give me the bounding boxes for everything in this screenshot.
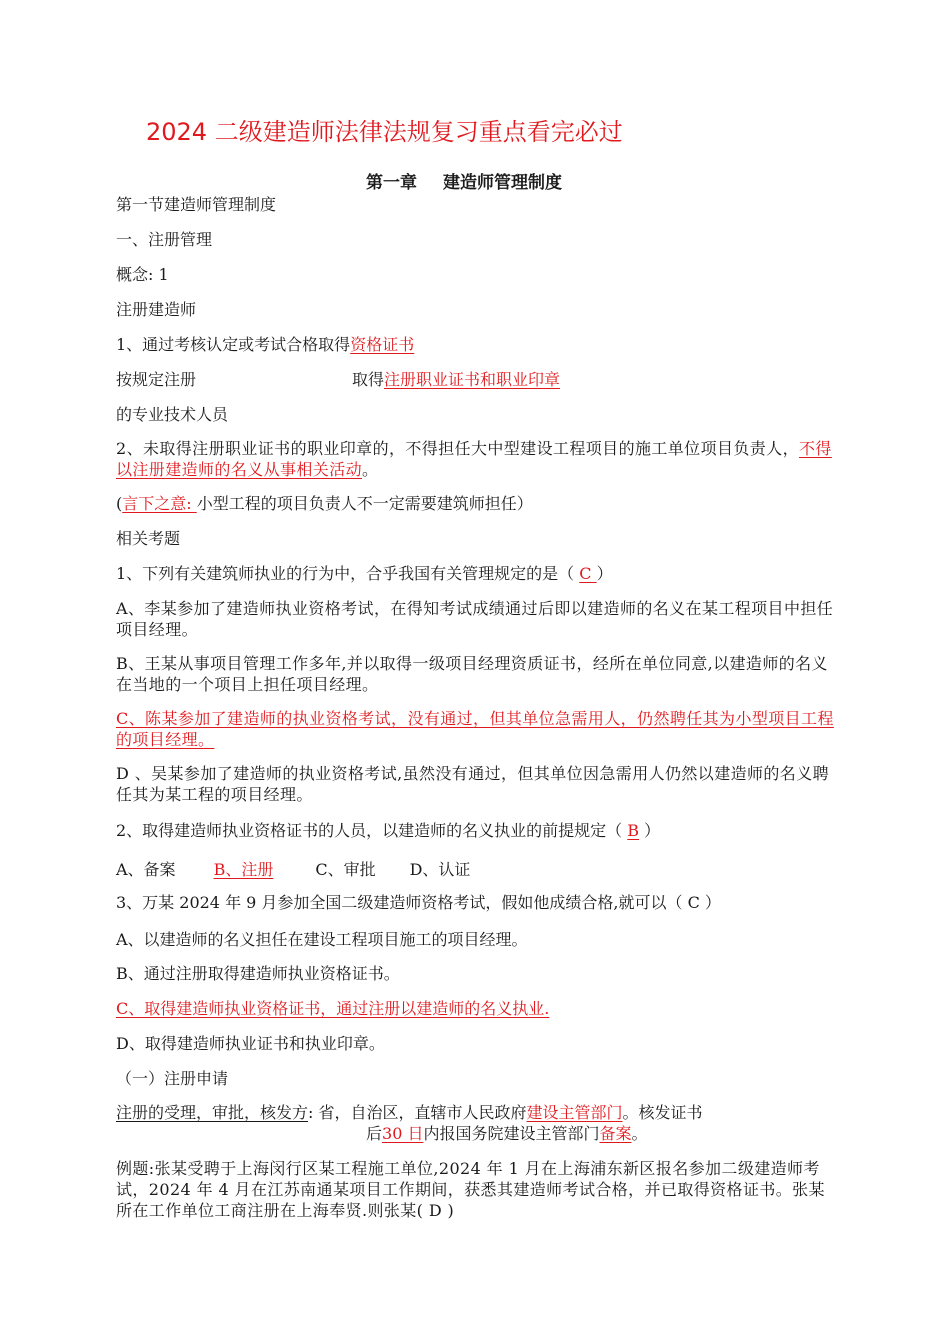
rule-right-text: 取得 (352, 370, 385, 389)
subsection-heading: 一、注册管理 (116, 230, 213, 249)
registered-builder-line: 注册建造师 (116, 300, 197, 319)
q1-option-a: A、李某参加了建造师执业资格考试，在得知考试成绩通过后即以建造师的名义在某工程项目中担任项目经理。 (116, 599, 834, 639)
q1-answer: C (579, 564, 597, 583)
implication-highlight: 言下之意: (122, 494, 197, 513)
chapter-number: 第一章 (366, 173, 417, 193)
q2-option-d: D、认证 (409, 860, 471, 879)
q3-option-b: B、通过注册取得建造师执业资格证书。 (116, 964, 400, 983)
registration-filing: 备案 (599, 1124, 632, 1143)
registration-application-heading: （一）注册申请 (116, 1069, 229, 1088)
q3-option-c: C、取得建造师执业资格证书，通过注册以建造师的名义执业. (116, 999, 550, 1018)
implication-line: (言下之意: 小型工程的项目负责人不一定需要建筑师担任） (116, 494, 533, 513)
item2-paragraph: 2、未取得注册职业证书的职业印章的，不得担任大中型建设工程项目的施工单位项目负责人，不得以注册建造师的名义从事相关活动。 (116, 439, 832, 479)
registration-days: 30 日 (382, 1124, 424, 1143)
q2-options (116, 859, 470, 880)
q3-option-d: D、取得建造师执业证书和执业印章。 (116, 1034, 385, 1053)
item1-highlight: 资格证书 (350, 335, 415, 354)
q3-stem: 3、万某 2024 年 9 月参加全国二级建造师资格考试，假如他成绩合格,就可以（ C ） (116, 893, 721, 912)
document-title: 2024 二级建造师法律法规复习重点看完必过 (146, 118, 623, 146)
q2-stem: 2、取得建造师执业资格证书的人员，以建造师的名义执业的前提规定（ B ） (116, 821, 661, 840)
registration-filing-line: 后30 日内报国务院建设主管部门备案。 (366, 1124, 648, 1143)
rule-left: 按规定注册 (116, 370, 197, 389)
q1-option-d: D 、吴某参加了建造师的执业资格考试,虽然没有通过，但其单位因急需用人仍然以建造师的名义聘任其为某工程的项目经理。 (116, 764, 830, 804)
item2-text: 2、未取得注册职业证书的职业印章的，不得担任大中型建设工程项目的施工单位项目负责人， (116, 439, 799, 458)
q3-option-a: A、以建造师的名义担任在建设工程项目施工的项目经理。 (116, 930, 528, 949)
registration-department: 建设主管部门 (526, 1103, 623, 1122)
chapter-heading (366, 168, 562, 193)
registration-authority-label: 注册的受理，审批，核发方 (116, 1103, 309, 1122)
registration-authority-line: 注册的受理，审批，核发方: 省，自治区，直辖市人民政府建设主管部门。核发证书 (116, 1103, 703, 1122)
q2-answer: B (627, 821, 640, 840)
item2-highlight: 不得以注册建造师的名义从事相关活动 (116, 439, 832, 479)
professional-line: 的专业技术人员 (116, 405, 229, 424)
rule-right-highlight: 注册职业证书和职业印章 (384, 370, 561, 389)
q2-option-a: A、备案 (116, 860, 176, 879)
rule-right (352, 369, 560, 390)
q1-stem: 1、下列有关建筑师执业的行为中，合乎我国有关管理规定的是（ C ） (116, 564, 613, 583)
chapter-name: 建造师管理制度 (443, 173, 562, 193)
related-questions-heading: 相关考题 (116, 529, 181, 548)
example-paragraph: 例题:张某受聘于上海闵行区某工程施工单位,2024 年 1 月在上海浦东新区报名参加二级建造师考试，2024 年 4 月在江苏南通某项目工作期间，获悉其建造师考试合格，并已取得资格证书。张某所在工作单位工商注册在上海奉贤.则张某( D ) (116, 1159, 825, 1220)
section-heading: 第一节建造师管理制度 (116, 195, 277, 214)
q1-option-c: C、陈某参加了建造师的执业资格考试，没有通过，但其单位急需用人，仍然聘任其为小型项目工程的项目经理。 (116, 709, 834, 749)
item1-text: 1、通过考核认定或考试合格取得 (116, 335, 351, 354)
q1-option-b: B、王某从事项目管理工作多年,并以取得一级项目经理资质证书，经所在单位同意,以建造师的名义在当地的一个项目上担任项目经理。 (116, 654, 828, 694)
concept-line: 概念: 1 (116, 265, 169, 284)
item1-line (116, 334, 414, 355)
q2-option-c: C、审批 (315, 860, 376, 879)
q2-option-b: B、注册 (213, 860, 274, 879)
